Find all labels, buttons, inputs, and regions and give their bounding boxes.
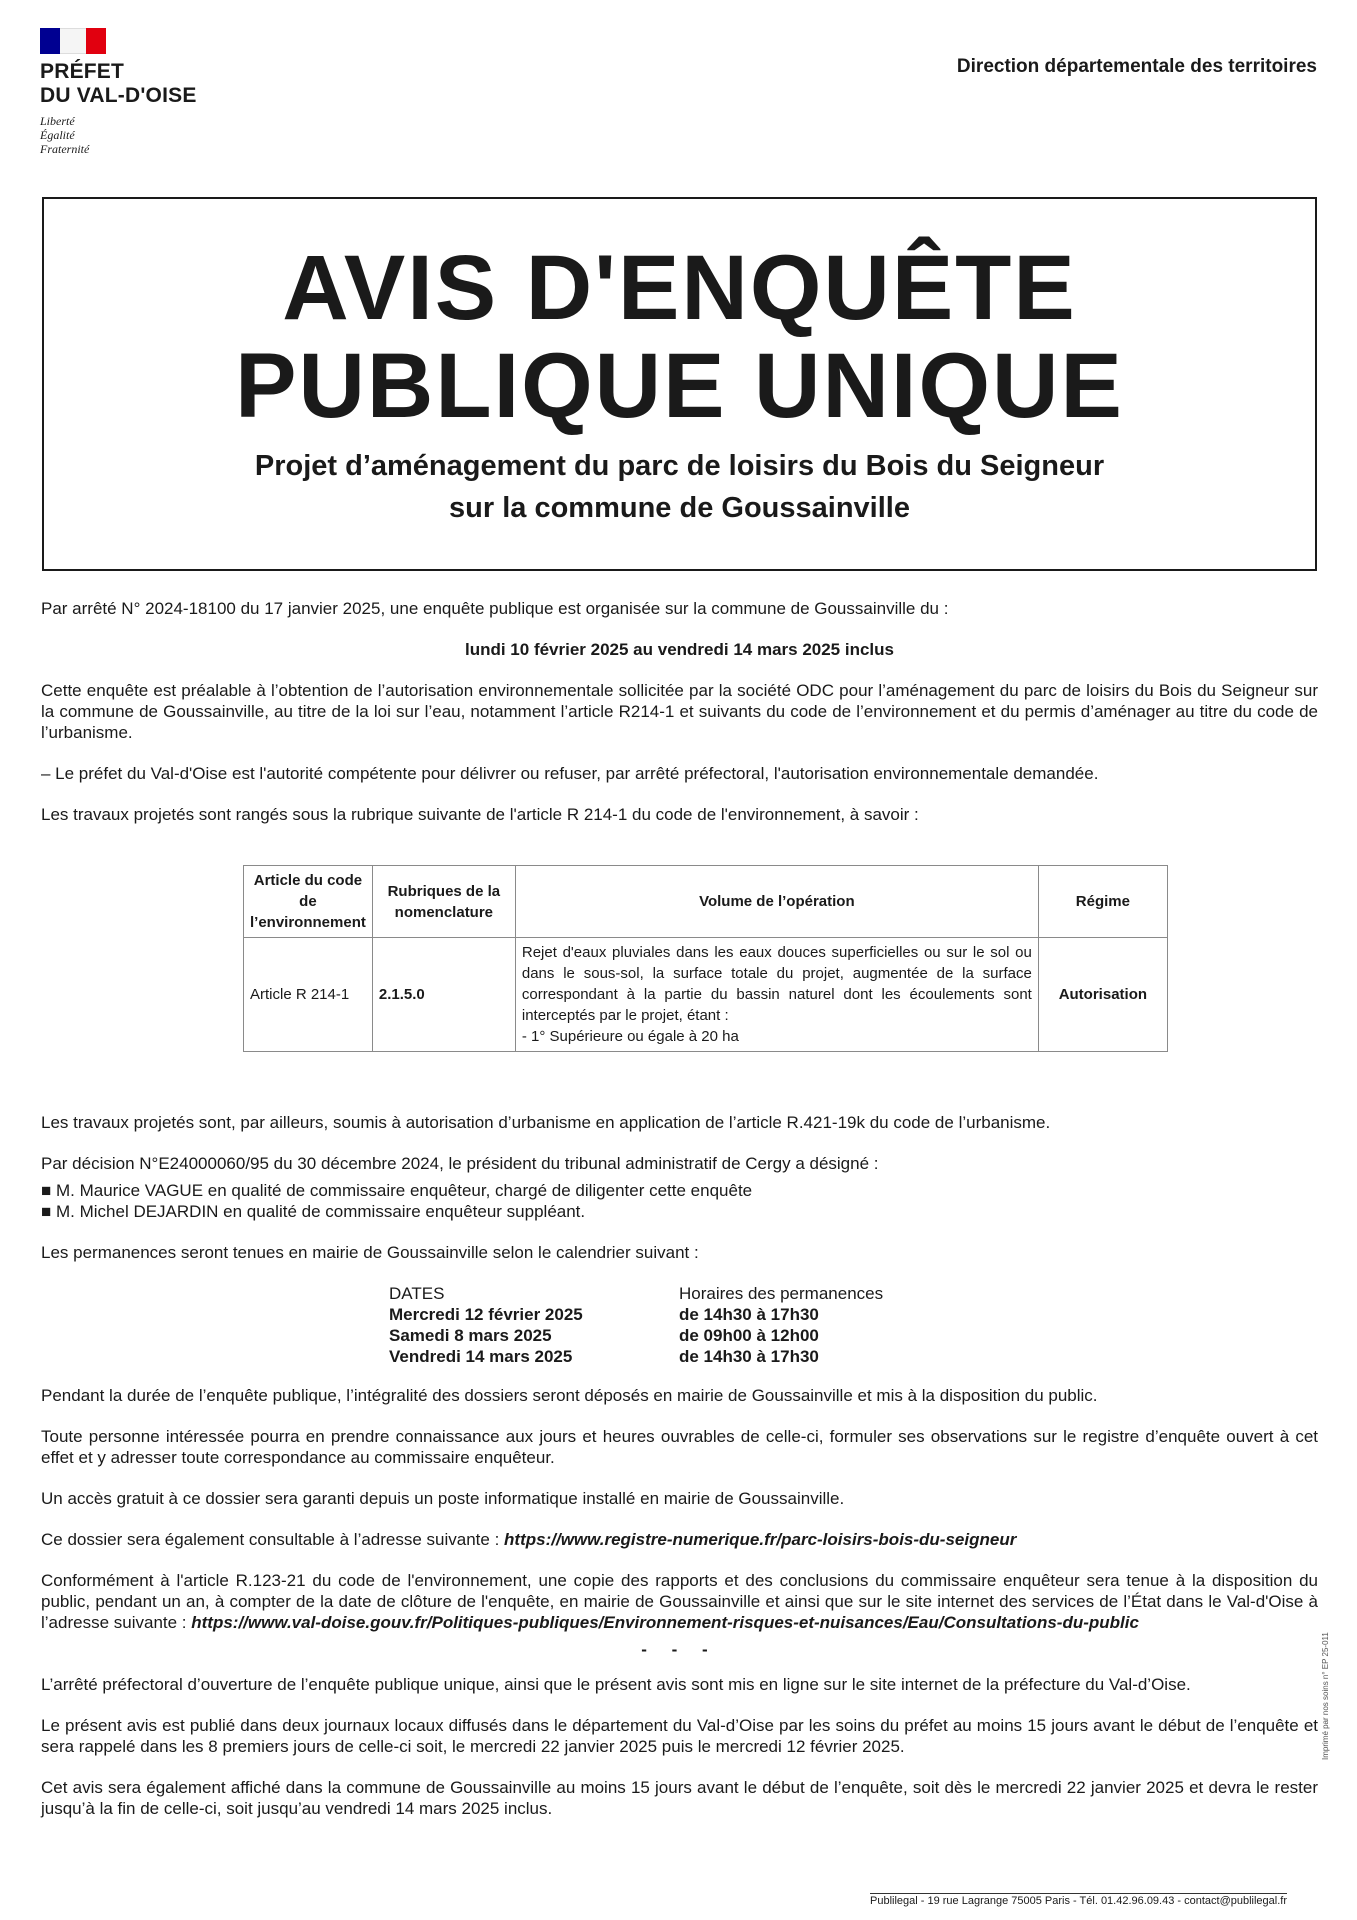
- motto-egalite: Égalité: [40, 128, 75, 142]
- paragraph-purpose: Cette enquête est préalable à l’obtention de l’autorisation environnementale sollicitée par la société ODC pour l’aménagement du parc de loisirs du Bois du Seigneur sur la commune de Goussainville, au titre de la loi sur l’eau, notamment l’article R214-1 et suivants du code de l’environnement et du permis d’aménager au titre du code de l’urbanisme.: [41, 681, 1318, 742]
- permanence-schedule: [389, 1283, 1318, 1367]
- nomenclature-table: [243, 865, 1168, 1052]
- motto-liberte: Liberté: [40, 114, 75, 128]
- cell-volume: [515, 938, 1038, 1052]
- title-line-1: AVIS D'ENQUÊTE: [282, 237, 1077, 339]
- volume-item: - 1° Supérieure ou égale à 20 ha: [521, 1028, 739, 1045]
- schedule-header-dates: DATES: [389, 1284, 445, 1303]
- volume-text: Rejet d'eaux pluviales dans les eaux douces superficielles ou sur le sol ou dans le sous-sol, la surface totale du projet, augmentée de la surface correspondant à la partie du bassin naturel dont les écoulements sont interceptés par le projet, étant :: [521, 944, 1032, 1024]
- registre-link[interactable]: https://www.registre-numerique.fr/parc-loisirs-bois-du-seigneur: [504, 1530, 1017, 1549]
- table-header: Régime: [1038, 866, 1167, 938]
- schedule-time: de 14h30 à 17h30: [679, 1305, 819, 1324]
- subtitle-line-2: sur la commune de Goussainville: [449, 492, 910, 524]
- paragraph-free-access: Un accès gratuit à ce dossier sera garanti depuis un poste informatique installé en mairie de Goussainville.: [41, 1489, 845, 1508]
- paragraph-online-dossier: [41, 1529, 1318, 1550]
- paragraph-dossier: Pendant la durée de l’enquête publique, l’intégralité des dossiers seront déposés en mairie de Goussainville et mis à la disposition du public.: [41, 1386, 1098, 1405]
- title-box: [42, 197, 1317, 571]
- table-header-row: [244, 866, 1168, 938]
- prefecture-link[interactable]: https://www.val-doise.gouv.fr/Politiques-publiques/Environnement-risques-et-nuisances/Eau/Consultations-du-public: [191, 1613, 1139, 1632]
- paragraph-affichage: Cet avis sera également affiché dans la commune de Goussainville au moins 15 jours avant le début de l’enquête, soit dès le mercredi 22 janvier 2025 et devra le rester jusqu’à la fin de celle-ci, soit jusqu’au vendredi 14 mars 2025 inclus.: [41, 1778, 1318, 1818]
- table-header: Article du code de l’environnement: [244, 866, 373, 938]
- prefecture-logo: [40, 28, 230, 156]
- cell-article: Article R 214-1: [244, 938, 373, 1052]
- reports-text: Conformément à l'article R.123-21 du code de l'environnement, une copie des rapports et des conclusions du commissaire enquêteur sera tenue à la disposition du public, pendant un an, à compter de la date de clôture de l'enquête, en mairie de Goussainville et ainsi que sur le site internet des services de l’État dans le Val-d'Oise à l’adresse suivante :: [41, 1571, 1318, 1632]
- paragraph-rubrique-intro: Les travaux projetés sont rangés sous la rubrique suivante de l'article R 214-1 du code de l'environnement, à savoir :: [41, 805, 919, 824]
- french-flag-icon: [40, 28, 106, 54]
- commissioner-list: [41, 1180, 1318, 1222]
- paragraph-observations: Toute personne intéressée pourra en prendre connaissance aux jours et heures ouvrables de celle-ci, formuler ses observations sur le registre d’enquête ouvert à cet effet et y adresser toute correspondance au commissaire enquêteur.: [41, 1427, 1318, 1467]
- schedule-time: de 09h00 à 12h00: [679, 1326, 819, 1345]
- list-item: ■ M. Michel DEJARDIN en qualité de commissaire enquêteur suppléant.: [41, 1202, 586, 1221]
- table-row: [244, 938, 1168, 1052]
- project-subtitle: [44, 445, 1315, 529]
- separator: - - -: [641, 1640, 718, 1659]
- list-item: ■ M. Maurice VAGUE en qualité de commissaire enquêteur, chargé de diligenter cette enquête: [41, 1181, 753, 1200]
- notice-body: [41, 598, 1318, 1839]
- paragraph-arrete-online: L’arrêté préfectoral d’ouverture de l’enquête publique unique, ainsi que le présent avis sont mis en ligne sur le site internet de la préfecture du Val-d’Oise.: [41, 1675, 1191, 1694]
- paragraph-publication: Le présent avis est publié dans deux journaux locaux diffusés dans le département du Val-d’Oise par les soins du préfet au moins 15 jours avant le début de l’enquête et sera rappelé dans les 8 premiers jours de celle-ci soit, le mercredi 22 janvier 2025 puis le mercredi 12 février 2025.: [41, 1716, 1318, 1756]
- schedule-time: de 14h30 à 17h30: [679, 1347, 819, 1366]
- paragraph-urbanisme: Les travaux projetés sont, par ailleurs, soumis à autorisation d’urbanisme en application de l’article R.421-19k du code de l’urbanisme.: [41, 1113, 1051, 1132]
- subtitle-line-1: Projet d’aménagement du parc de loisirs du Bois du Seigneur: [254, 450, 1105, 482]
- table-header: Volume de l’opération: [515, 866, 1038, 938]
- paragraph-decision: Par décision N°E24000060/95 du 30 décembre 2024, le président du tribunal administratif de Cergy a désigné :: [41, 1154, 879, 1173]
- paragraph-permanences: Les permanences seront tenues en mairie de Goussainville selon le calendrier suivant :: [41, 1243, 699, 1262]
- logo-line-2: DU VAL-D'OISE: [40, 84, 197, 107]
- paragraph-arrete: Par arrêté N° 2024-18100 du 17 janvier 2025, une enquête publique est organisée sur la commune de Goussainville du :: [41, 599, 949, 618]
- cell-rubrique: 2.1.5.0: [372, 938, 515, 1052]
- online-dossier-text: Ce dossier sera également consultable à l’adresse suivante :: [41, 1530, 505, 1549]
- motto-fraternite: Fraternité: [40, 142, 90, 156]
- nomenclature-table-wrapper: [243, 865, 1318, 1052]
- paragraph-reports: [41, 1570, 1318, 1633]
- printer-footer: Publilegal - 19 rue Lagrange 75005 Paris - Tél. 01.42.96.09.43 - contact@publilegal.fr: [870, 1895, 1288, 1907]
- schedule-date: Mercredi 12 février 2025: [389, 1305, 583, 1324]
- paragraph-authority: – Le préfet du Val-d'Oise est l'autorité compétente pour délivrer ou refuser, par arrêté préfectoral, l'autorisation environnementale demandée.: [41, 764, 1099, 783]
- print-reference: Imprimé par nos soins n° EP 25-011: [1321, 1632, 1330, 1760]
- republic-motto: [40, 114, 230, 156]
- schedule-date: Samedi 8 mars 2025: [389, 1326, 552, 1345]
- title-line-2: PUBLIQUE UNIQUE: [235, 335, 1124, 437]
- inquiry-dates: lundi 10 février 2025 au vendredi 14 mars 2025 inclus: [464, 640, 894, 659]
- schedule-header-hours: Horaires des permanences: [679, 1284, 884, 1303]
- schedule-date: Vendredi 14 mars 2025: [389, 1347, 573, 1366]
- table-header: Rubriques de la nomenclature: [372, 866, 515, 938]
- department-name: Direction départementale des territoires: [956, 56, 1317, 77]
- cell-regime: Autorisation: [1038, 938, 1167, 1052]
- logo-line-1: PRÉFET: [40, 60, 125, 83]
